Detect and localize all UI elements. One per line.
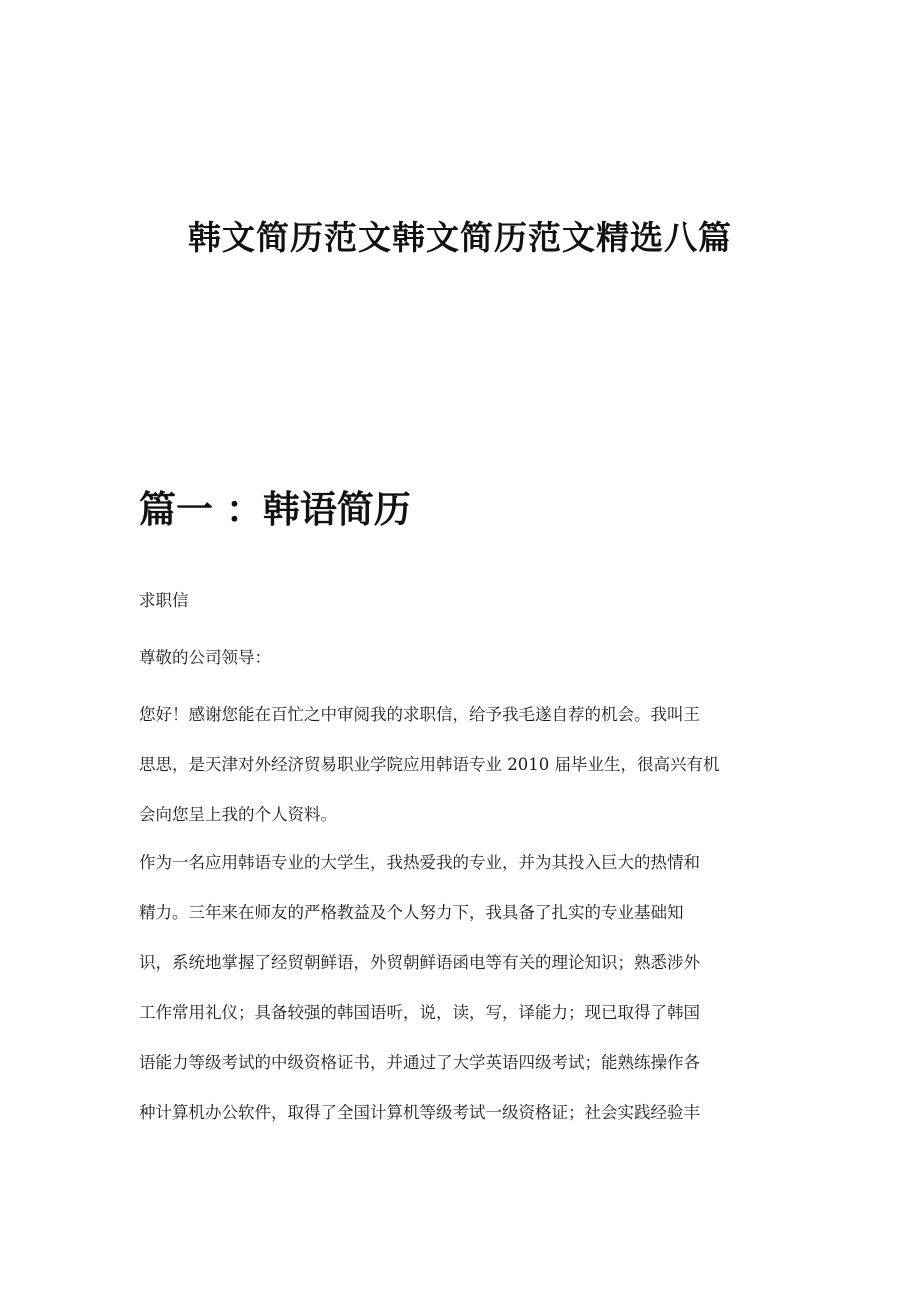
paragraph-line: 作为一名应用韩语专业的大学生，我热爱我的专业，并为其投入巨大的热情和 xyxy=(139,853,700,872)
paragraph-line: 精力。三年来在师友的严格教益及个人努力下，我具备了扎实的专业基础知 xyxy=(139,903,684,922)
document-title: 韩文简历范文韩文简历范文精选八篇 xyxy=(188,218,732,257)
paragraph-qualifications xyxy=(139,838,784,1138)
section-heading: 篇一 ：韩语简历 xyxy=(139,487,411,531)
paragraph-line: 会向您呈上我的个人资料。 xyxy=(139,805,337,824)
letter-heading: 求职信 xyxy=(139,591,189,610)
paragraph-line: 语能力等级考试的中级资格证书，并通过了大学英语四级考试；能熟练操作各 xyxy=(139,1053,700,1072)
letter-greeting: 尊敬的公司领导： xyxy=(139,648,271,667)
paragraph-line: 您好！感谢您能在百忙之中审阅我的求职信，给予我毛遂自荐的机会。我叫王 xyxy=(139,705,700,724)
paragraph-line: 工作常用礼仪；具备较强的韩国语听，说，读，写，译能力；现已取得了韩国 xyxy=(139,1003,700,1022)
paragraph-line: 思思，是天津对外经济贸易职业学院应用韩语专业 2010 届毕业生，很高兴有机 xyxy=(139,755,720,774)
paragraph-introduction xyxy=(139,690,784,840)
paragraph-line: 种计算机办公软件，取得了全国计算机等级考试一级资格证；社会实践经验丰 xyxy=(139,1103,700,1122)
paragraph-line: 识，系统地掌握了经贸朝鲜语，外贸朝鲜语函电等有关的理论知识；熟悉涉外 xyxy=(139,953,700,972)
